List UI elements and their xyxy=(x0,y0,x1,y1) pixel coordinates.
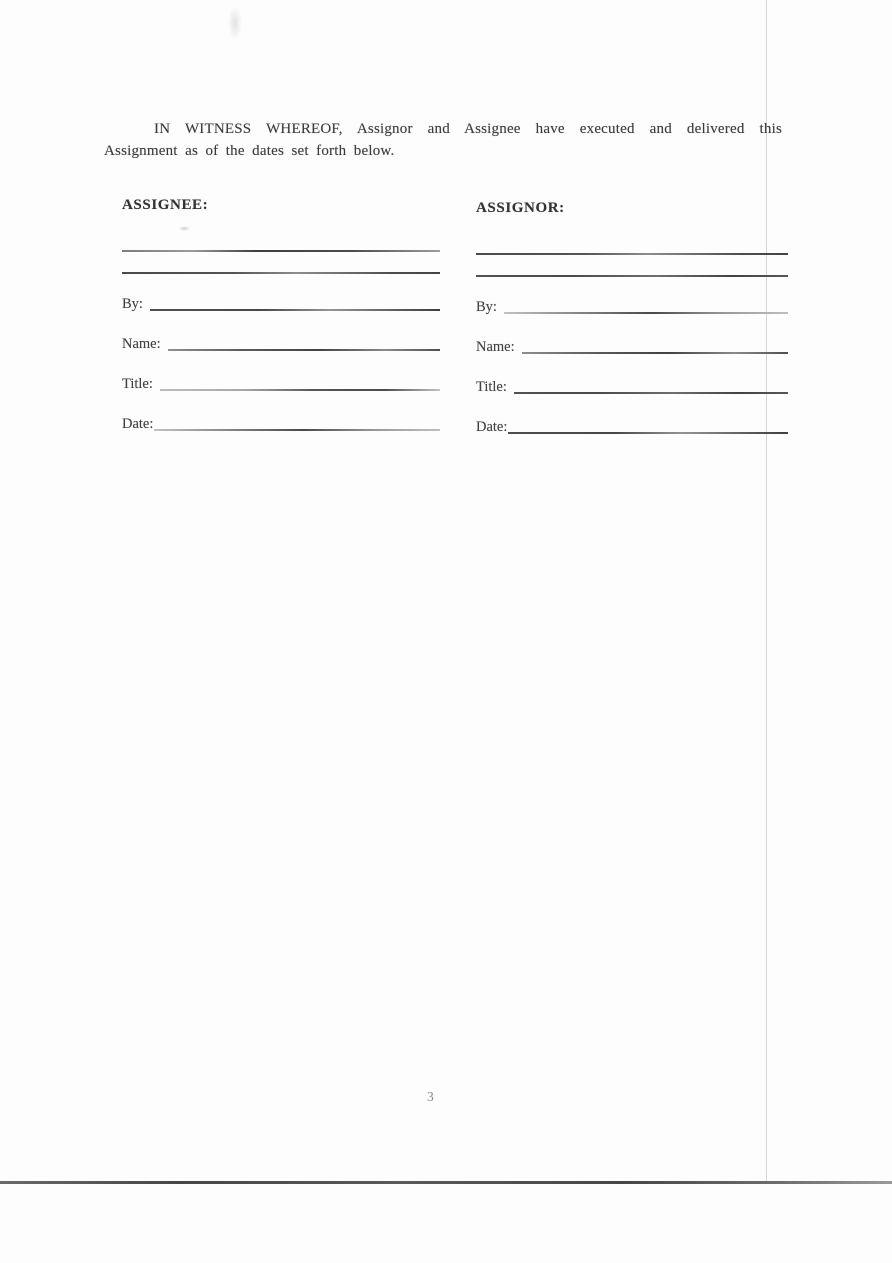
date-blank-line xyxy=(508,432,788,434)
name-label: Name: xyxy=(476,339,515,355)
signature-line xyxy=(476,275,788,277)
title-blank-line xyxy=(160,389,440,391)
name-blank-line xyxy=(168,349,440,351)
signature-line xyxy=(122,272,440,274)
date-label: Date: xyxy=(122,416,154,432)
by-label: By: xyxy=(476,299,497,315)
field-row-title xyxy=(476,378,788,397)
assignor-signature-block xyxy=(476,200,788,437)
assignee-heading: ASSIGNEE: xyxy=(122,197,209,213)
title-blank-line xyxy=(514,392,788,394)
by-blank-line xyxy=(150,309,440,311)
signature-line xyxy=(476,253,788,255)
name-blank-line xyxy=(522,352,788,354)
page-number: 3 xyxy=(427,1089,434,1104)
field-row-title xyxy=(122,375,440,394)
field-row-name xyxy=(476,338,788,357)
assignee-signature-block xyxy=(122,197,440,434)
title-label: Title: xyxy=(122,376,153,392)
by-blank-line xyxy=(504,312,788,314)
name-label: Name: xyxy=(122,336,161,352)
field-row-by xyxy=(476,298,788,317)
bottom-scan-edge-line xyxy=(0,1181,892,1184)
by-label: By: xyxy=(122,296,143,312)
date-blank-line xyxy=(154,429,440,431)
field-row-by xyxy=(122,295,440,314)
title-label: Title: xyxy=(476,379,507,395)
scan-smudge-artifact xyxy=(228,6,242,40)
signature-line xyxy=(122,250,440,252)
field-row-date xyxy=(476,418,788,437)
vertical-scan-line-artifact xyxy=(766,0,767,1183)
assignor-heading: ASSIGNOR: xyxy=(476,200,565,216)
date-label: Date: xyxy=(476,419,508,435)
field-row-date xyxy=(122,415,440,434)
witness-clause-paragraph: IN WITNESS WHEREOF, Assignor and Assignee have executed and delivered this Assignment as of the dates set forth below. xyxy=(104,121,782,159)
field-row-name xyxy=(122,335,440,354)
